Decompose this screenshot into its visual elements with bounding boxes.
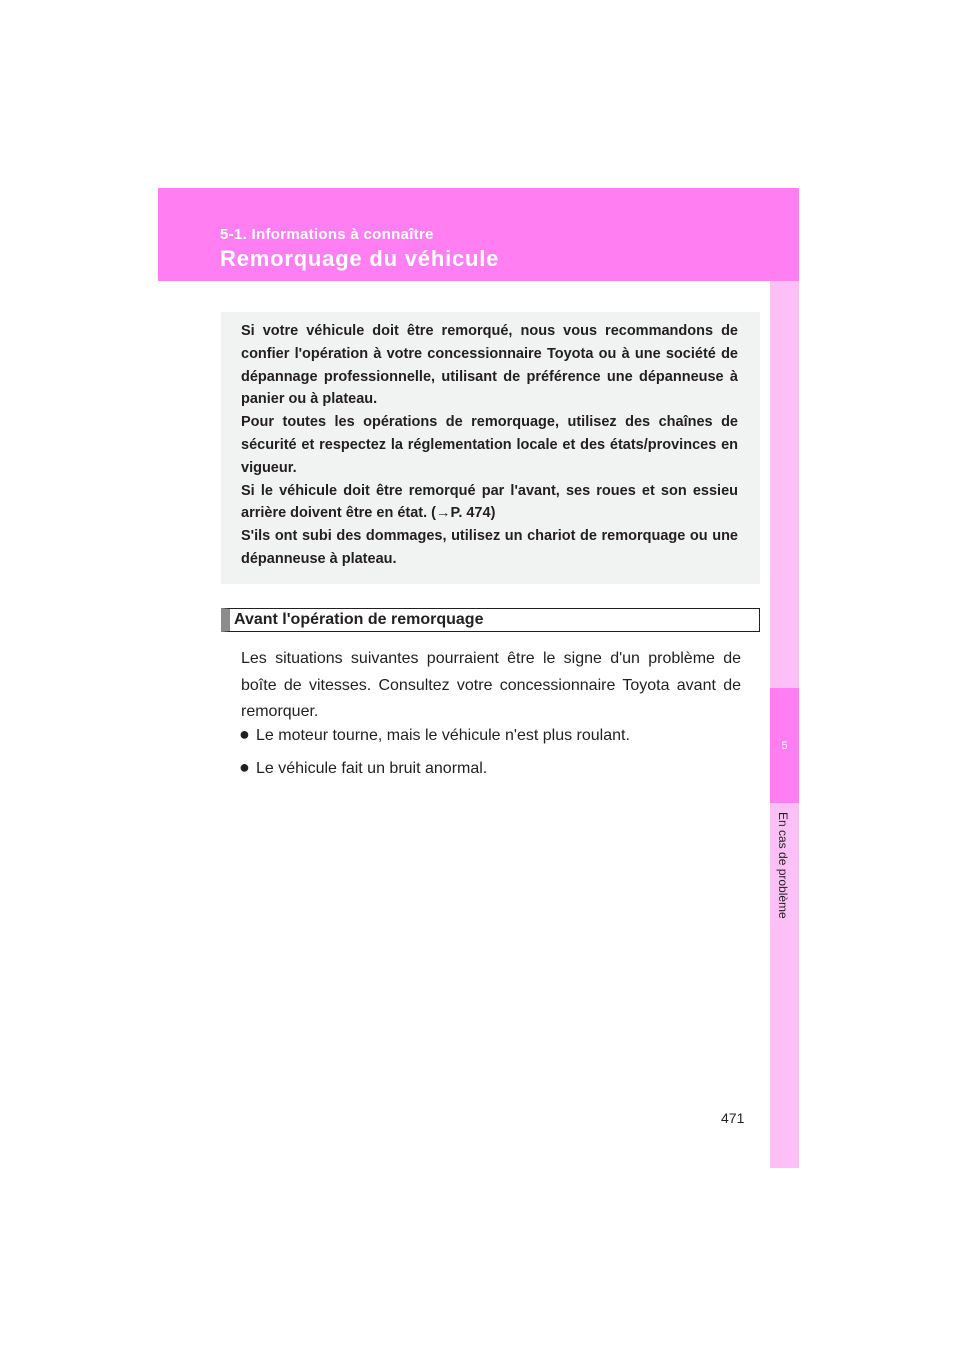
bullet-icon: ● <box>239 757 250 777</box>
chapter-header-band <box>158 188 799 281</box>
chapter-side-label: En cas de problème <box>776 812 790 919</box>
body-paragraph: Les situations suivantes pourraient être le signe d'un problème de boîte de vitesses. Consultez votre concessionnaire Toyota avant de remorquer. <box>241 650 741 720</box>
subsection-heading <box>221 608 760 632</box>
bullet-icon: ● <box>239 724 250 744</box>
intro-paragraph: S'ils ont subi des dommages, utilisez un chariot de remorquage ou une dépanneuse à plateau. <box>241 528 738 567</box>
list-item-text: Le véhicule fait un bruit anormal. <box>256 760 488 777</box>
intro-box <box>221 312 760 584</box>
list-item <box>239 757 487 778</box>
intro-paragraph: Si votre véhicule doit être remorqué, nous vous recommandons de confier l'opération à votre concessionnaire Toyota ou à une société de dépannage professionnelle, utilisant de préférence une dépanneuse à panier ou à plateau. <box>241 323 738 408</box>
intro-paragraph: Pour toutes les opérations de remorquage, utilisez des chaînes de sécurité et respectez la réglementation locale et des états/provinces en vigueur. <box>241 414 738 476</box>
page-number: 471 <box>721 1110 745 1126</box>
list-item-text: Le moteur tourne, mais le véhicule n'est plus roulant. <box>256 727 630 744</box>
subsection-heading-text: Avant l'opération de remorquage <box>234 611 484 628</box>
section-label: 5-1. Informations à connaître <box>220 226 434 243</box>
chapter-tab-number: 5 <box>781 740 788 752</box>
chapter-tab <box>770 688 799 803</box>
list-item <box>239 724 630 745</box>
page-title: Remorquage du véhicule <box>220 246 500 271</box>
intro-paragraph: Si le véhicule doit être remorqué par l'avant, ses roues et son essieu arrière doivent être en état. (→P. 474) <box>241 482 738 522</box>
